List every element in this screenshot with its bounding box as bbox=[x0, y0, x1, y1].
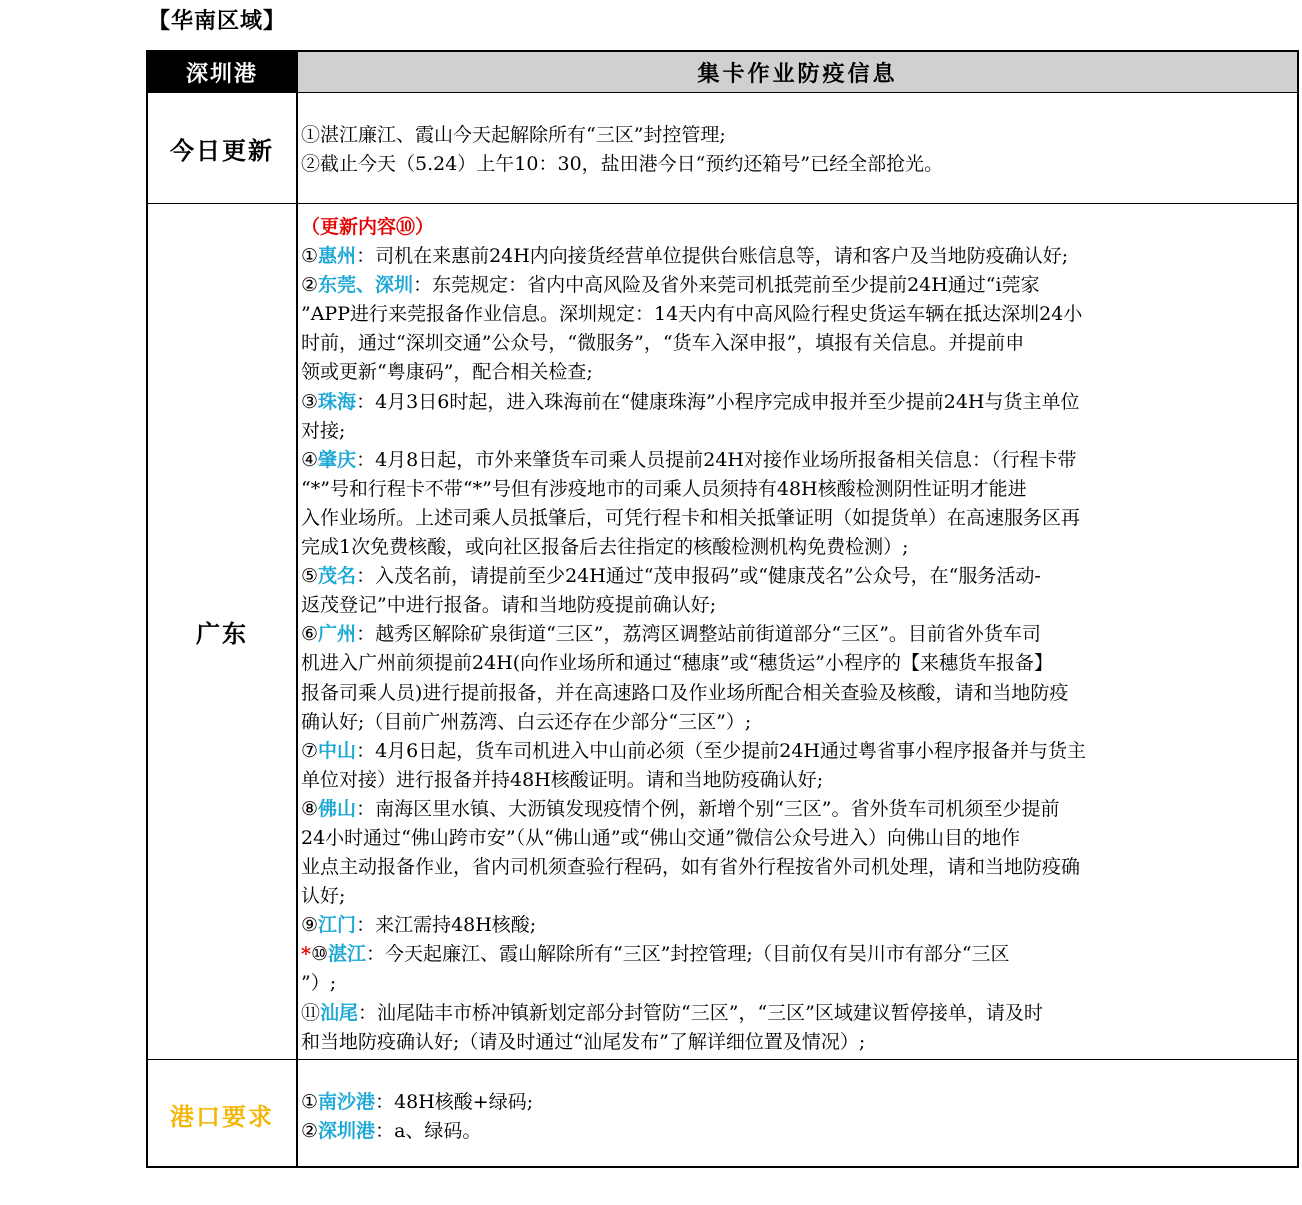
city-item bbox=[301, 911, 1289, 940]
item-number: ⑤ bbox=[301, 565, 319, 588]
row-divider bbox=[148, 203, 1297, 204]
item-text: ”）; bbox=[301, 972, 337, 995]
region-title: 【华南区域】 bbox=[148, 8, 287, 34]
item-number: ⑪ bbox=[301, 1001, 321, 1024]
item-text: 和当地防疫确认好;（请及时通过“汕尾发布”了解详细位置及情况）; bbox=[301, 1030, 866, 1053]
city-item-continuation bbox=[301, 358, 1289, 387]
city-item-continuation bbox=[301, 591, 1289, 620]
city-item bbox=[301, 388, 1289, 417]
port-header: 深圳港 bbox=[148, 52, 296, 92]
city-item-continuation bbox=[301, 824, 1289, 853]
update-note: （更新内容⑩） bbox=[301, 216, 435, 238]
epidemic-info-table bbox=[146, 50, 1299, 1168]
city-item bbox=[301, 795, 1289, 824]
item-text: 业点主动报备作业，省内司机须查验行程码，如有省外行程按省外司机处理，请和当地防疫确 bbox=[301, 856, 1081, 879]
item-number: ② bbox=[301, 274, 319, 297]
city-item-continuation bbox=[301, 853, 1289, 882]
item-text: 返茂登记”中进行报备。请和当地防疫提前确认好; bbox=[301, 594, 717, 617]
item-text: ：越秀区解除矿泉街道“三区”，荔湾区调整站前街道部分“三区”。目前省外货车司 bbox=[356, 623, 1041, 646]
item-number: ④ bbox=[301, 448, 319, 471]
city-item bbox=[301, 562, 1289, 591]
item-text: ：入茂名前，请提前至少24H通过“茂申报码”或“健康茂名”公众号，在“服务活动- bbox=[356, 565, 1041, 588]
city-item-continuation bbox=[301, 766, 1289, 795]
port-requirement-content bbox=[301, 1088, 1289, 1146]
city-name: 广州 bbox=[318, 623, 357, 646]
city-name: 东莞、深圳 bbox=[318, 274, 414, 297]
city-name: 湛江 bbox=[327, 943, 366, 966]
row-divider bbox=[148, 1059, 1297, 1060]
today-update-line: ②截止今天（5.24）上午10：30，盐田港今日“预约还箱号”已经全部抢光。 bbox=[301, 153, 944, 176]
item-text: 单位对接）进行报备并持48H核酸证明。请和当地防疫确认好; bbox=[301, 768, 824, 791]
item-text: 报备司乘人员)进行提前报备，并在高速路口及作业场所配合相关查验及核酸，请和当地防疫 bbox=[301, 681, 1069, 704]
item-text: ：东莞规定：省内中高风险及省外来莞司机抵莞前至少提前24H通过“i莞家 bbox=[413, 274, 1040, 297]
city-item-continuation bbox=[301, 679, 1289, 708]
city-item-continuation bbox=[301, 504, 1289, 533]
item-text: 完成1次免费核酸，或向社区报备后去往指定的核酸检测机构免费检测）; bbox=[301, 536, 909, 559]
item-text: ：司机在来惠前24H内向接货经营单位提供台账信息等，请和客户及当地防疫确认好; bbox=[356, 245, 1069, 268]
city-name: 江门 bbox=[318, 914, 357, 937]
item-number: ② bbox=[301, 1120, 319, 1143]
guangdong-label: 广东 bbox=[196, 619, 248, 648]
city-name: 珠海 bbox=[318, 390, 357, 413]
city-item bbox=[301, 271, 1289, 300]
city-item bbox=[301, 446, 1289, 475]
item-text: 时前，通过“深圳交通”公众号，“微服务”，“货车入深申报”，填报有关信息。并提前申 bbox=[301, 332, 1025, 355]
item-number: ① bbox=[301, 1091, 319, 1113]
column-divider bbox=[296, 52, 298, 1166]
item-text: ：4月6日起，货车司机进入中山前必须（至少提前24H通过粤省事小程序报备并与货主 bbox=[356, 739, 1086, 762]
today-update-content bbox=[301, 121, 1289, 179]
city-item-continuation bbox=[301, 708, 1289, 737]
item-text: 24小时通过“佛山跨市安”（从“佛山通”或“佛山交通”微信公众号进入）向佛山目的地作 bbox=[301, 826, 1020, 849]
city-name: 汕尾 bbox=[320, 1001, 359, 1024]
city-name: 中山 bbox=[318, 739, 357, 762]
item-number: ③ bbox=[301, 390, 319, 413]
item-number: ⑧ bbox=[301, 797, 319, 820]
port-requirement-label: 港口要求 bbox=[170, 1101, 274, 1131]
port-requirement-item bbox=[301, 1117, 1289, 1146]
item-text: ：南海区里水镇、大沥镇发现疫情个例，新增个别“三区”。省外货车司机须至少提前 bbox=[356, 797, 1060, 820]
item-number: ① bbox=[301, 245, 319, 268]
city-name: 惠州 bbox=[318, 245, 357, 268]
item-text: ”APP进行来莞报备作业信息。深圳规定：14天内有中高风险行程史货运车辆在抵达深圳24小 bbox=[301, 303, 1083, 326]
table-title: 集卡作业防疫信息 bbox=[298, 52, 1297, 92]
guangdong-content bbox=[301, 213, 1289, 1057]
item-text: 认好; bbox=[301, 885, 346, 908]
item-text: 机进入广州前须提前24H(向作业场所和通过“穗康”或“穗货运”小程序的【来穗货车报备】 bbox=[301, 652, 1054, 675]
item-text: ：48H核酸+绿码; bbox=[375, 1091, 534, 1113]
item-number: ⑨ bbox=[301, 914, 319, 937]
item-text: ：a、绿码。 bbox=[375, 1120, 482, 1143]
city-item-continuation bbox=[301, 882, 1289, 911]
port-name: 深圳港 bbox=[318, 1120, 376, 1143]
city-item-continuation bbox=[301, 649, 1289, 678]
port-name: 南沙港 bbox=[318, 1091, 376, 1113]
city-item-continuation bbox=[301, 329, 1289, 358]
today-update-label: 今日更新 bbox=[170, 135, 274, 165]
item-text: “*”号和行程卡不带“*”号但有涉疫地市的司乘人员须持有48H核酸检测阴性证明才能进 bbox=[301, 477, 1027, 500]
item-text: ：4月8日起，市外来肇货车司乘人员提前24H对接作业场所报备相关信息：（行程卡带 bbox=[356, 448, 1077, 471]
item-text: ：汕尾陆丰市桥冲镇新划定部分封管防“三区”，“三区”区域建议暂停接单，请及时 bbox=[358, 1001, 1043, 1024]
item-text: ：来江需持48H核酸; bbox=[356, 914, 537, 937]
item-number: ⑦ bbox=[301, 739, 319, 762]
item-text: 对接; bbox=[301, 419, 346, 442]
row-divider bbox=[148, 92, 1297, 93]
item-text: ：今天起廉江、霞山解除所有“三区”封控管理;（目前仅有吴川市有部分“三区 bbox=[366, 943, 1010, 966]
highlight-star: * bbox=[301, 943, 311, 966]
city-item-continuation bbox=[301, 417, 1289, 446]
city-item bbox=[301, 620, 1289, 649]
city-item bbox=[301, 999, 1289, 1028]
item-text: 领或更新“粤康码”，配合相关检查; bbox=[301, 361, 593, 384]
city-name: 肇庆 bbox=[318, 448, 357, 471]
port-requirement-item bbox=[301, 1088, 1289, 1117]
today-update-line: ①湛江廉江、霞山今天起解除所有“三区”封控管理; bbox=[301, 124, 726, 146]
city-item bbox=[301, 737, 1289, 766]
item-text: ：4月3日6时起，进入珠海前在“健康珠海”小程序完成申报并至少提前24H与货主单位 bbox=[356, 390, 1080, 413]
city-item bbox=[301, 242, 1289, 271]
item-text: 确认好;（目前广州荔湾、白云还存在少部分“三区”）; bbox=[301, 710, 752, 733]
city-item-continuation bbox=[301, 475, 1289, 504]
city-item-continuation bbox=[301, 969, 1289, 998]
city-item-continuation bbox=[301, 1028, 1289, 1057]
city-name: 佛山 bbox=[318, 797, 357, 820]
city-name: 茂名 bbox=[318, 565, 357, 588]
item-number: ⑩ bbox=[310, 943, 328, 966]
item-number: ⑥ bbox=[301, 623, 319, 646]
city-item-continuation bbox=[301, 533, 1289, 562]
item-text: 入作业场所。上述司乘人员抵肇后，可凭行程卡和相关抵肇证明（如提货单）在高速服务区再 bbox=[301, 506, 1081, 529]
city-item bbox=[301, 940, 1289, 969]
city-item-continuation bbox=[301, 300, 1289, 329]
